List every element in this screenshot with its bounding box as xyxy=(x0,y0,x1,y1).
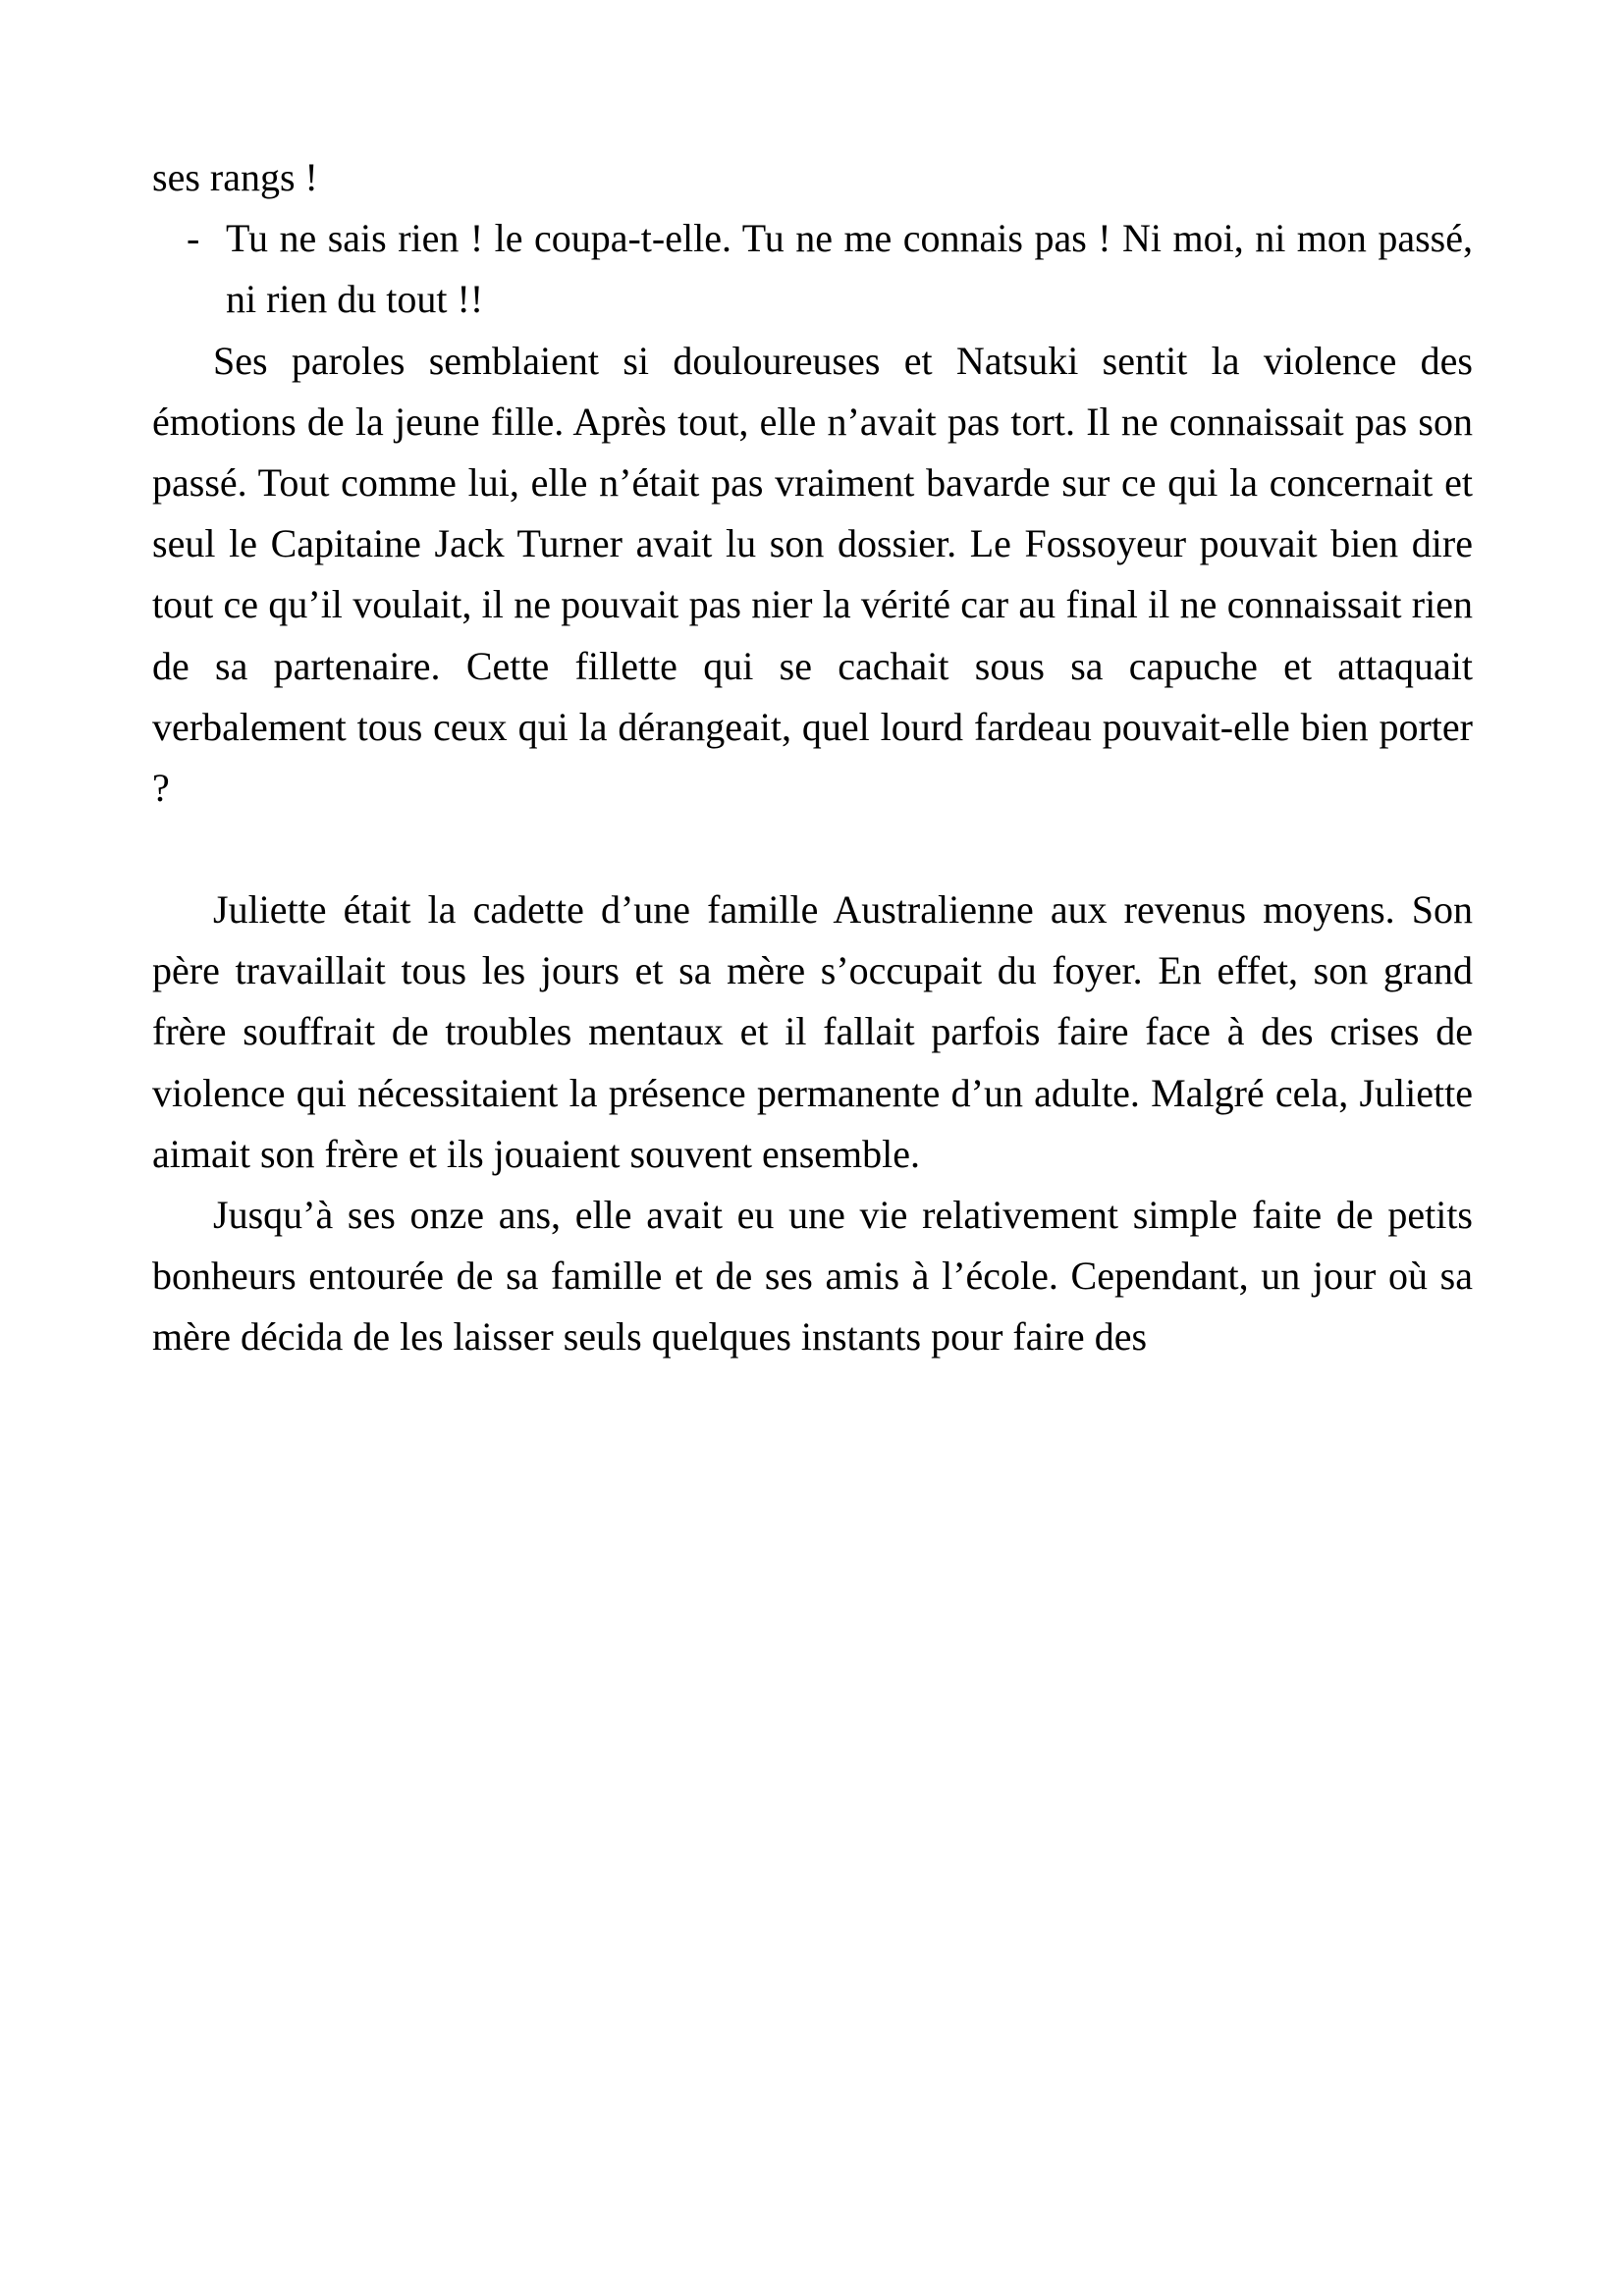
paragraph-narration-2: Juliette était la cadette d’une famille Australienne aux revenus moyens. Son père travaillait tous les jours et sa mère s’occupait du foyer. En effet, son grand frère souffrait de troubles mentaux et il fallait parfois faire face à des crises de violence qui nécessitaient la présence permanente d’un adulte. Malgré cela, Juliette aimait son frère et ils jouaient souvent ensemble. xyxy=(152,887,1473,1176)
paragraph-continued: ses rangs ! xyxy=(152,155,318,199)
document-text-body xyxy=(152,147,1473,1368)
dialogue-text: Tu ne sais rien ! le coupa-t-elle. Tu ne me connais pas ! Ni moi, ni mon passé, ni rien du tout !! xyxy=(226,216,1473,322)
paragraph-narration-1: Ses paroles semblaient si douloureuses et Natsuki sentit la violence des émotions de la jeune fille. Après tout, elle n’avait pas tort. Il ne connaissait pas son passé. Tout comme lui, elle n’était pas vraiment bavarde sur ce qui la concernait et seul le Capitaine Jack Turner avait lu son dossier. Le Fossoyeur pouvait bien dire tout ce qu’il voulait, il ne pouvait pas nier la vérité car au final il ne connaissait rien de sa partenaire. Cette fillette qui se cachait sous sa capuche et attaquait verbalement tous ceux qui la dérangeait, quel lourd fardeau pouvait-elle bien porter ? xyxy=(152,338,1473,810)
dialogue-dash: - xyxy=(187,216,200,261)
paragraph-spacer xyxy=(152,819,1473,880)
dialogue-line xyxy=(152,208,1473,330)
paragraph-narration-3: Jusqu’à ses onze ans, elle avait eu une vie relativement simple faite de petits bonheurs entourée de sa famille et de ses amis à l’école. Cependant, un jour où sa mère décida de les laisser seuls quelques instants pour faire des xyxy=(152,1193,1473,1360)
